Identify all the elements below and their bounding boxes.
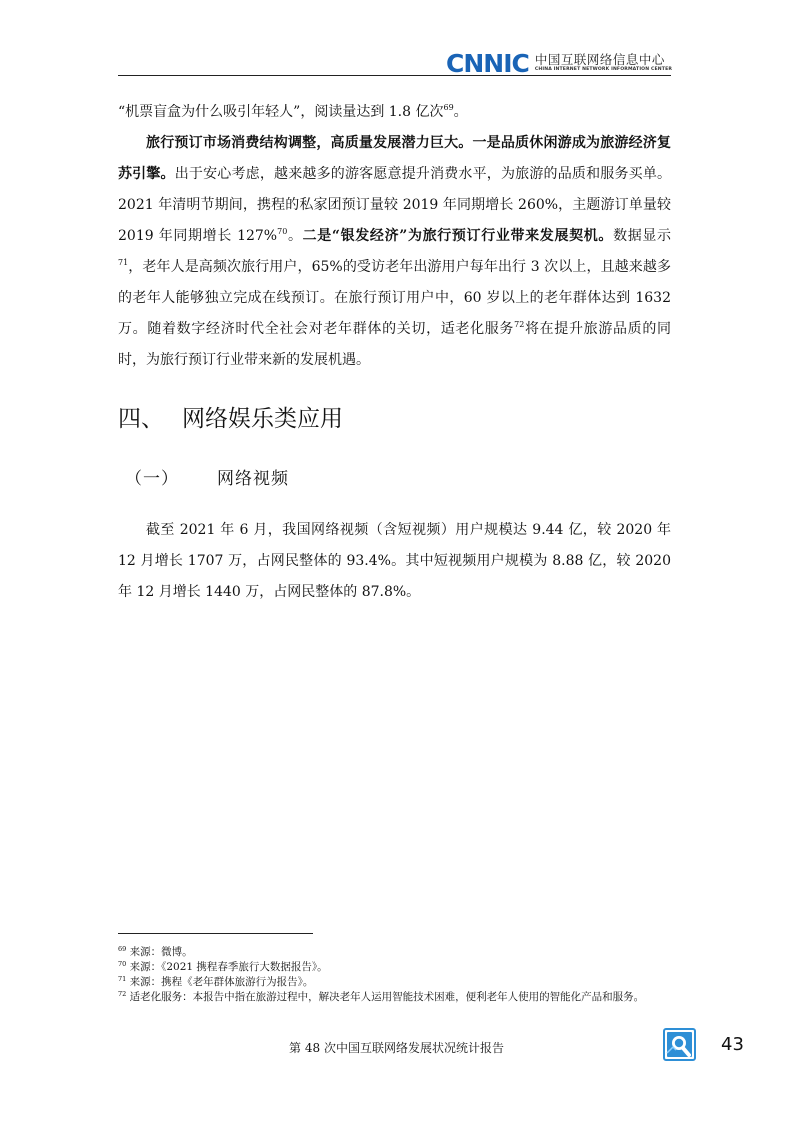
footnote-text: 适老化服务：本报告中指在旅游过程中，解决老年人运用智能技术困难，便利老年人使用的智能化产品和服务。 — [126, 991, 645, 1003]
header-divider — [118, 75, 671, 76]
paragraph-3 — [118, 515, 671, 608]
footnote-text: 来源：《2021 携程春季旅行大数据报告》。 — [126, 961, 328, 973]
footnote-ref-71: 71 — [118, 258, 129, 267]
subsection-title: 网络视频 — [217, 469, 289, 489]
footnote-number: 71 — [118, 975, 127, 983]
footer-report-title: 第 48 次中国互联网络发展状况统计报告 — [289, 1041, 504, 1055]
logo-mark: CNNIC — [446, 48, 529, 78]
section-title: 网络娱乐类应用 — [182, 406, 343, 432]
paragraph-text: 出于安心考虑，越来越多的游客愿意提升消费水平，为旅游的品质和服务买单。2021 年清明节期间，携程的私家团预订量较 2019 年同期增长 260%，主题游订单量较 2019 年同期增长 127% — [118, 166, 672, 244]
subsection-heading — [125, 464, 289, 489]
footnote-text: 来源：微博。 — [126, 946, 193, 958]
logo-text — [535, 53, 672, 73]
footnote-divider — [118, 933, 313, 934]
paragraph-text: 截至 2021 年 6 月，我国网络视频（含短视频）用户规模达 9.44 亿，较 2020 年 12 月增长 1707 万，占网民整体的 93.4%。其中短视频用户规模为 8.88 亿，较 2020 年 12 月增长 1440 万，占网民整体的 87.8%。 — [118, 522, 671, 600]
page-number: 43 — [721, 1034, 744, 1055]
paragraph-text: 将在提升旅游品质的同时，为旅行预订行业带来新的发展机遇。 — [118, 321, 672, 368]
section-heading — [118, 400, 343, 433]
cnnic-logo — [446, 50, 672, 76]
bold-lead: 旅行预订市场消费结构调整，高质量发展潜力巨大。一是品质休闲游成为旅游经济复苏引擎。 — [118, 135, 671, 182]
footnote-ref-72: 72 — [514, 320, 525, 329]
paragraph-2 — [118, 128, 671, 376]
footnote-ref-70: 70 — [277, 227, 288, 236]
subsection-number: （一） — [125, 469, 179, 489]
footnote-70 — [118, 960, 671, 975]
paragraph-text: 数据显示 — [613, 228, 672, 244]
org-name-cn: 中国互联网络信息中心 — [534, 52, 665, 67]
footnote-number: 69 — [118, 945, 127, 953]
bold-lead: 二是“银发经济”为旅行预订行业带来发展契机。 — [302, 228, 614, 244]
footnote-number: 70 — [118, 960, 127, 968]
paragraph-text: “机票盲盒为什么吸引年轻人”，阅读量达到 1.8 亿次 — [118, 104, 444, 120]
report-magnifier-icon — [663, 1028, 696, 1061]
paragraph-text: 。 — [287, 228, 303, 244]
footnote-72 — [118, 990, 671, 1005]
footnote-71 — [118, 975, 671, 990]
footnote-69 — [118, 945, 671, 960]
footnote-text: 来源：携程《老年群体旅游行为报告》。 — [126, 976, 314, 988]
paragraph-1 — [118, 97, 671, 128]
org-name-en: CHINA INTERNET NETWORK INFORMATION CENTER — [534, 67, 673, 72]
section-number: 四、 — [118, 406, 164, 432]
paragraph-text: ，老年人是高频次旅行用户，65%的受访老年出游用户每年出行 3 次以上，且越来越多的老年人能够独立完成在线预订。在旅行预订用户中，60 岁以上的老年群体达到 1632 万。随着数字经济时代全社会对老年群体的关切，适老化服务 — [118, 259, 671, 337]
footnote-number: 72 — [118, 990, 127, 998]
footnote-ref-69: 69 — [443, 103, 454, 112]
paragraph-text: 。 — [453, 104, 468, 120]
footnotes — [118, 945, 671, 1005]
